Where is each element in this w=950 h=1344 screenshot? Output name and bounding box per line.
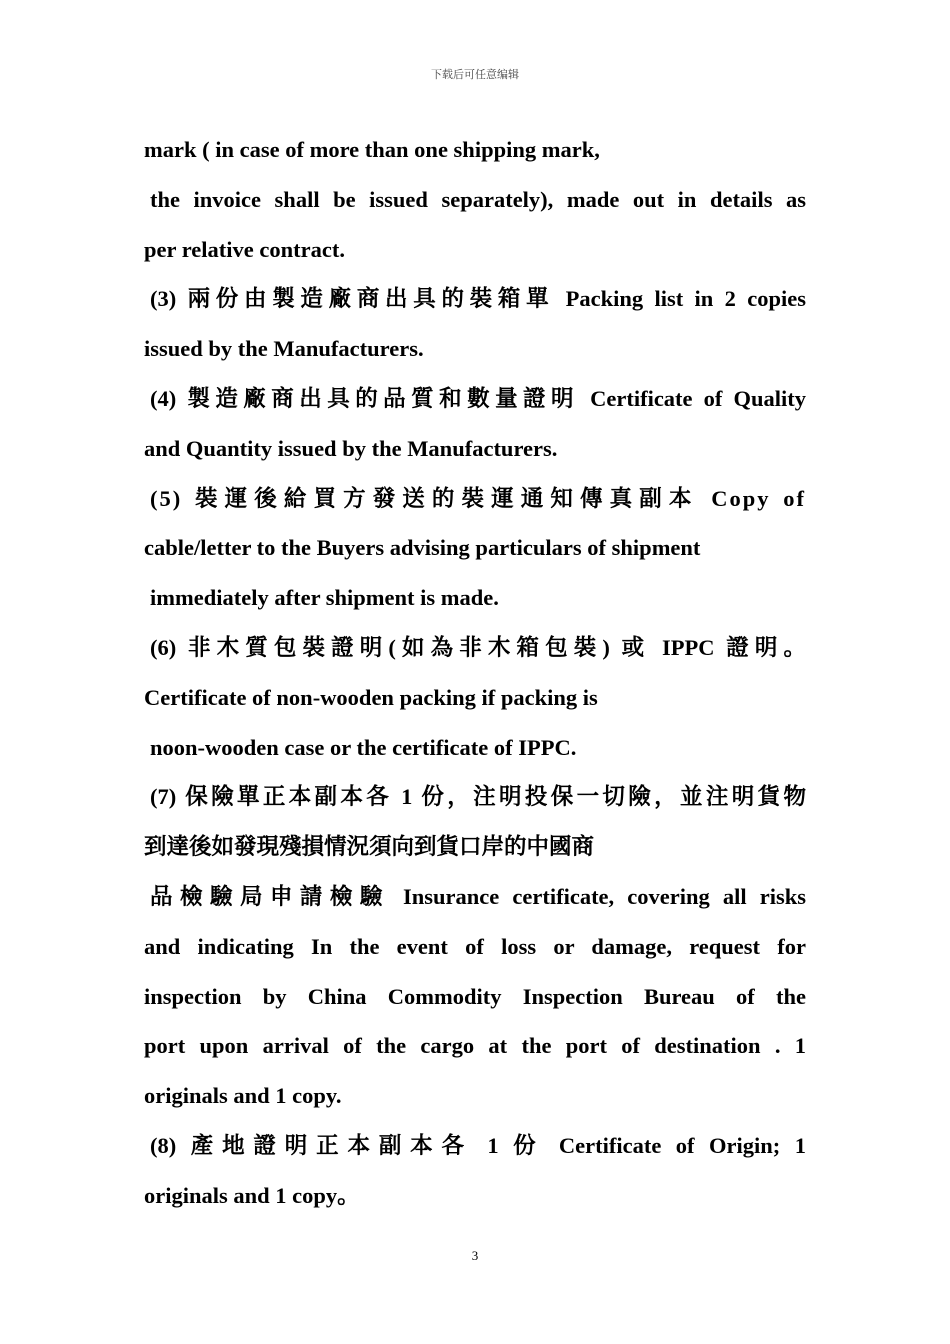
body-line: inspection by China Commodity Inspection Bureau of the xyxy=(144,983,806,1009)
body-line: Certificate of non-wooden packing if packing is xyxy=(144,684,598,710)
body-line: 品檢驗局申請檢驗 Insurance certificate, covering all risks xyxy=(150,883,806,909)
body-line: originals and 1 copy. xyxy=(144,1083,342,1109)
body-line: (6) 非木質包裝證明(如為非木箱包裝) 或 IPPC 證明。 xyxy=(150,634,806,660)
body-line: immediately after shipment is made. xyxy=(150,585,499,611)
body-line: and Quantity issued by the Manufacturers. xyxy=(144,435,558,461)
page-number: 3 xyxy=(471,1248,479,1263)
page-header: 下载后可任意编辑 xyxy=(431,68,519,81)
body-line: noon-wooden case or the certificate of IPPC. xyxy=(150,734,577,760)
body-line: per relative contract. xyxy=(144,236,345,262)
body-line: (8) 產地證明正本副本各 1 份 Certificate of Origin; 1 xyxy=(150,1132,806,1158)
body-line: 到達後如發現殘損情況須向到貨口岸的中國商 xyxy=(144,834,595,860)
body-line: (3) 兩份由製造廠商出具的裝箱單 Packing list in 2 copies xyxy=(150,286,806,312)
body-line: mark ( in case of more than one shipping mark, xyxy=(144,137,600,162)
body-line: issued by the Manufacturers. xyxy=(144,336,424,362)
body-line: port upon arrival of the cargo at the port of destination . 1 xyxy=(144,1033,806,1059)
body-line: (4) 製造廠商出具的品質和數量證明 Certificate of Quality xyxy=(150,385,806,411)
body-line: and indicating In the event of loss or damage, request for xyxy=(144,933,806,959)
body-line: (5) 裝運後給買方發送的裝運通知傳真副本 Copy of xyxy=(150,485,806,511)
body-line: the invoice shall be issued separately), made out in details as xyxy=(150,186,806,212)
body-line: originals and 1 copy。 xyxy=(144,1182,360,1208)
document-body xyxy=(144,125,806,1221)
body-line: cable/letter to the Buyers advising particulars of shipment xyxy=(144,535,701,561)
body-line: (7) 保險單正本副本各 1 份，注明投保一切險，並注明貨物 xyxy=(150,784,806,810)
